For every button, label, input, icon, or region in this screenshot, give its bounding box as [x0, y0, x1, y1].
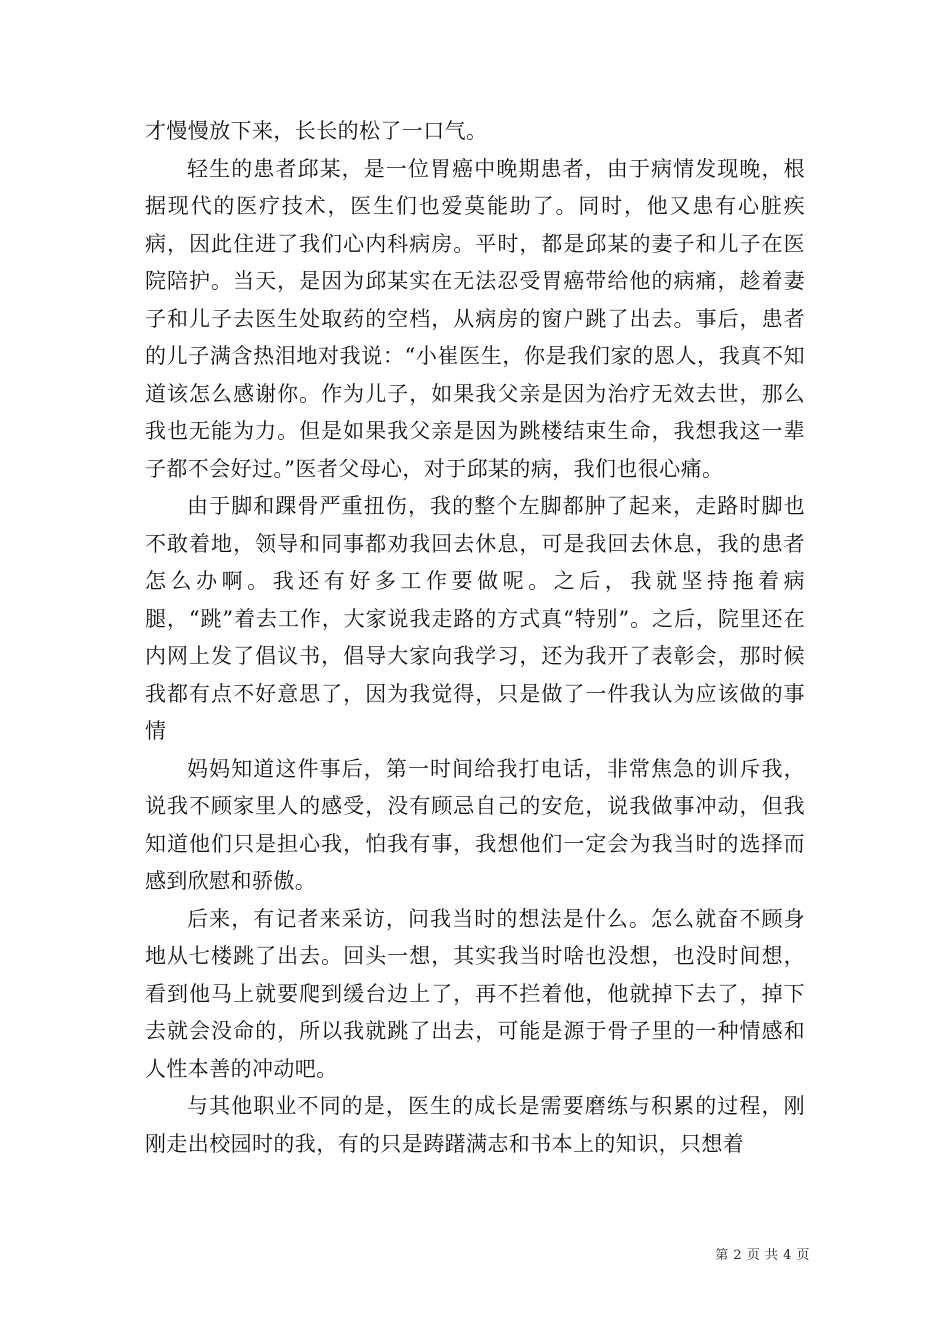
page-number-footer: 第 2 页 共 4 页	[715, 1248, 810, 1263]
paragraph-injury: 由于脚和踝骨严重扭伤，我的整个左脚都肿了起来，走路时脚也不敢着地，领导和同事都劝我回去休息，可是我回去休息，我的患者怎么办啊。我还有好多工作要做呢。之后，我就坚持拖着病腿，“跳”着去工作，大家说我走路的方式真“特别”。之后，院里还在内网上发了倡议书，倡导大家向我学习，还为我开了表彰会，那时候我都有点不好意思了，因为我觉得，只是做了一件我认为应该做的事情	[145, 494, 805, 743]
paragraph-mother-call: 妈妈知道这件事后，第一时间给我打电话，非常焦急的训斥我，说我不顾家里人的感受，没有顾忌自己的安危，说我做事冲动，但我知道他们只是担心我，怕我有事，我想他们一定会为我当时的选择而感到欣慰和骄傲。	[145, 756, 805, 893]
paragraph-doctor-growth: 与其他职业不同的是，医生的成长是需要磨练与积累的过程，刚刚走出校园时的我，有的只是踌躇满志和书本上的知识，只想着	[145, 1094, 805, 1156]
paragraph-interview: 后来，有记者来采访，问我当时的想法是什么。怎么就奋不顾身地从七楼跳了出去。回头一想，其实我当时啥也没想，也没时间想，看到他马上就要爬到缓台边上了，再不拦着他，他就掉下去了，掉下去就会没命的，所以我就跳了出去，可能是源于骨子里的一种情感和人性本善的冲动吧。	[145, 906, 805, 1081]
paragraph-continuation: 才慢慢放下来，长长的松了一口气。	[145, 119, 488, 143]
document-body	[145, 113, 805, 1163]
paragraph-patient-background: 轻生的患者邱某，是一位胃癌中晚期患者，由于病情发现晚，根据现代的医疗技术，医生们也爱莫能助了。同时，他又患有心脏疾病，因此住进了我们心内科病房。平时，都是邱某的妻子和儿子在医院陪护。当天，是因为邱某实在无法忍受胃癌带给他的病痛，趁着妻子和儿子去医生处取药的空档，从病房的窗户跳了出去。事后，患者的儿子满含热泪地对我说：“小崔医生，你是我们家的恩人，我真不知道该怎么感谢你。作为儿子，如果我父亲是因为治疗无效去世，那么我也无能为力。但是如果我父亲是因为跳楼结束生命，我想我这一辈子都不会好过。”医者父母心，对于邱某的病，我们也很心痛。	[145, 156, 805, 481]
